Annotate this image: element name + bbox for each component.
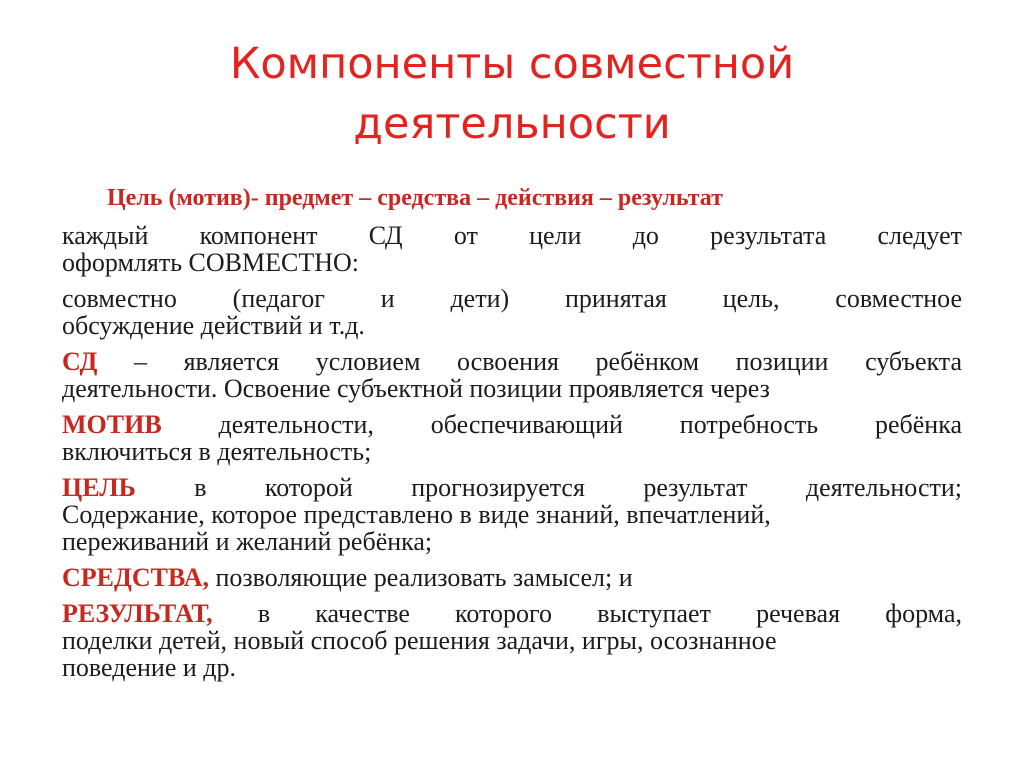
paragraph-text: каждый компонент СД от цели до результата следует bbox=[62, 221, 962, 250]
paragraph-jointly bbox=[62, 285, 962, 339]
paragraph-text: в качестве которого выступает речевая форма, bbox=[212, 599, 962, 628]
paragraph-each-component bbox=[62, 222, 962, 276]
paragraph-result bbox=[62, 600, 962, 681]
paragraph-text-line-2: деятельности. Освоение субъектной позиции проявляется через bbox=[62, 374, 770, 403]
keyword-goal: ЦЕЛЬ bbox=[62, 473, 136, 502]
paragraph-text-line-2: обсуждение действий и т.д. bbox=[62, 311, 365, 340]
paragraph-text: в которой прогнозируется результат деятельности; bbox=[135, 473, 962, 502]
keyword-sd: СД bbox=[62, 347, 98, 376]
paragraph-text-line-2: оформлять СОВМЕСТНО: bbox=[62, 248, 360, 277]
slide-body bbox=[62, 222, 962, 690]
slide-title bbox=[0, 34, 1024, 154]
paragraph-text: совместно (педагог и дети) принятая цель, совместное bbox=[62, 284, 962, 313]
paragraph-text: позволяющие реализовать замысел; и bbox=[209, 563, 633, 592]
paragraph-text-line-2: поделки детей, новый способ решения задачи, игры, осознанное bbox=[62, 626, 777, 655]
paragraph-text-line-3: переживаний и желаний ребёнка; bbox=[62, 527, 433, 556]
paragraph-means bbox=[62, 564, 962, 591]
paragraph-motive bbox=[62, 411, 962, 465]
paragraph-text-line-3: поведение и др. bbox=[62, 653, 237, 682]
paragraph-text-line-2: Содержание, которое представлено в виде знаний, впечатлений, bbox=[62, 500, 771, 529]
paragraph-goal bbox=[62, 474, 962, 555]
paragraph-sd bbox=[62, 348, 962, 402]
keyword-means: СРЕДСТВА, bbox=[62, 563, 209, 592]
slide-subtitle: Цель (мотив)- предмет – средства – действия – результат bbox=[107, 185, 723, 211]
keyword-result: РЕЗУЛЬТАТ, bbox=[62, 599, 213, 628]
slide-title-line-2: деятельности bbox=[353, 99, 671, 149]
paragraph-text-line-2: включиться в деятельность; bbox=[62, 437, 372, 466]
keyword-motive: МОТИВ bbox=[62, 410, 162, 439]
paragraph-text: деятельности, обеспечивающий потребность ребёнка bbox=[161, 410, 962, 439]
slide-title-line-1: Компоненты совместной bbox=[229, 39, 795, 89]
paragraph-text: – является условием освоения ребёнком позиции субъекта bbox=[97, 347, 962, 376]
